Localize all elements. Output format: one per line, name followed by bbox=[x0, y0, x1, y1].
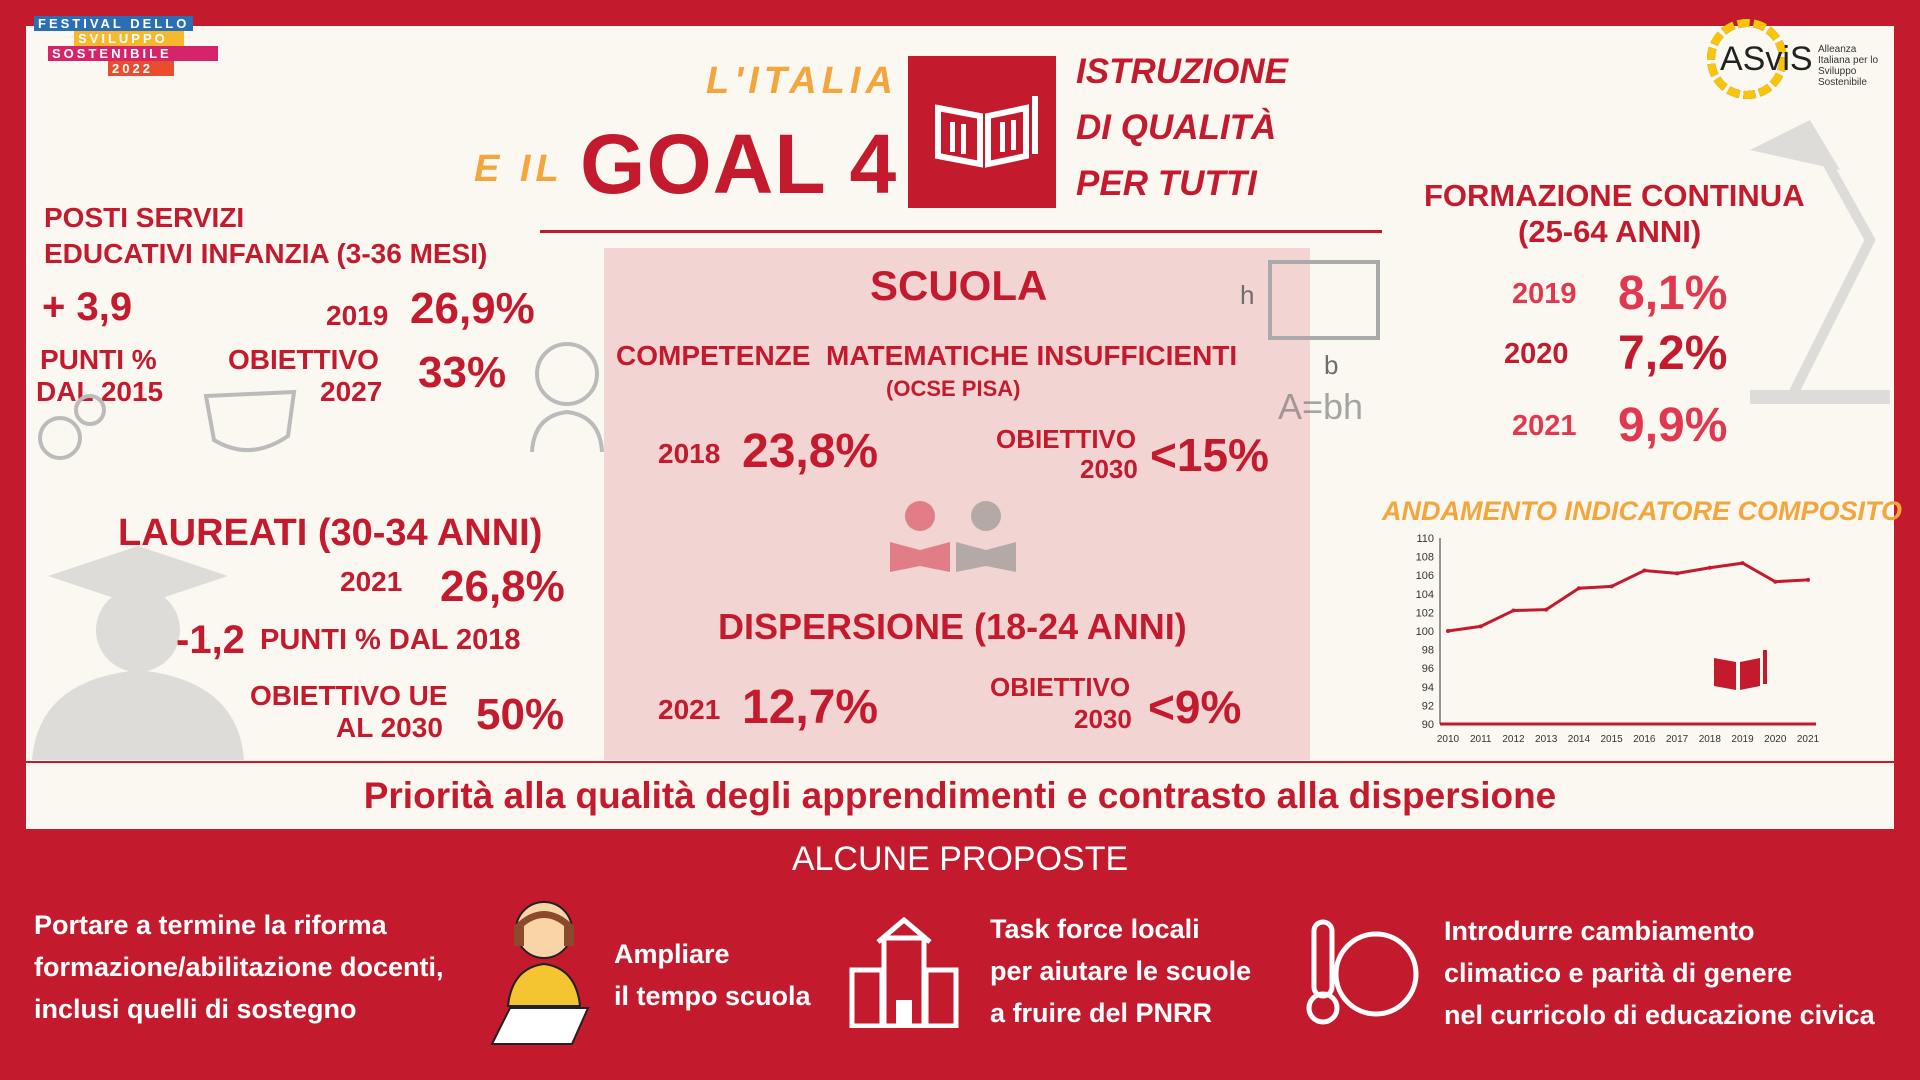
subtitle-2: DI QUALITÀ bbox=[1076, 108, 1277, 147]
header-divider bbox=[540, 230, 1382, 233]
proposal-1-line-3: inclusi quelli di sostegno bbox=[34, 994, 357, 1024]
formazione-value-2019: 8,1% bbox=[1618, 267, 1728, 320]
proposal-2-line-2: il tempo scuola bbox=[614, 981, 811, 1011]
proposal-1-line-2: formazione/abilitazione docenti, bbox=[34, 952, 444, 982]
proposal-3-line-2: per aiutare le scuole bbox=[990, 956, 1252, 986]
y-tick-label: 96 bbox=[1421, 663, 1434, 676]
proposal-3-line-1: Task force locali bbox=[990, 914, 1200, 944]
math-source: (OCSE PISA) bbox=[886, 376, 1021, 401]
priority-banner: Priorità alla qualità degli apprendimenti e contrasto alla dispersione bbox=[26, 763, 1894, 829]
subtitle-3: PER TUTTI bbox=[1076, 164, 1257, 203]
data-point bbox=[1806, 578, 1810, 582]
sdg4-icon bbox=[908, 56, 1056, 208]
laureati-value: 26,8% bbox=[440, 562, 565, 611]
infanzia-delta: + 3,9 bbox=[42, 285, 133, 329]
festival-line2: SVILUPPO bbox=[74, 31, 184, 46]
math-target-label-2: 2030 bbox=[1080, 454, 1138, 484]
festival-year: 2022 bbox=[108, 61, 174, 76]
laureati-title: LAUREATI (30-34 ANNI) bbox=[118, 512, 543, 554]
x-tick-label: 2010 bbox=[1436, 734, 1460, 745]
x-tick-label: 2018 bbox=[1698, 734, 1721, 745]
pacifier-icon bbox=[30, 380, 120, 470]
data-point bbox=[1511, 609, 1515, 613]
formazione-year-2020: 2020 bbox=[1504, 338, 1569, 370]
y-tick-label: 104 bbox=[1415, 588, 1434, 601]
chalkboard-rectangle-icon bbox=[1262, 256, 1386, 346]
board-formula: A=bh bbox=[1278, 386, 1364, 427]
student-writing-icon bbox=[488, 896, 596, 1046]
formazione-title-1: FORMAZIONE CONTINUA bbox=[1424, 178, 1805, 213]
data-point bbox=[1675, 571, 1679, 575]
proposals-title: ALCUNE PROPOSTE bbox=[791, 840, 1129, 878]
disp-value: 12,7% bbox=[742, 681, 879, 734]
proposal-4-line-1: Introdurre cambiamento bbox=[1444, 916, 1755, 946]
math-title: COMPETENZE MATEMATICHE INSUFFICIENTI bbox=[616, 340, 1238, 371]
scuola-title: SCUOLA bbox=[870, 262, 1048, 309]
infanzia-target-value: 33% bbox=[418, 348, 507, 397]
proposal-4-line-3: nel curricolo di educazione civica bbox=[1444, 1000, 1875, 1030]
proposal-2 bbox=[614, 933, 811, 1017]
infanzia-delta-label-2: DAL 2015 bbox=[36, 376, 164, 407]
infanzia-delta-label-1: PUNTI % bbox=[40, 344, 157, 375]
data-point bbox=[1544, 608, 1548, 612]
climate-globe-icon bbox=[1306, 908, 1424, 1038]
infanzia-title-2: EDUCATIVI INFANZIA (3-36 MESI) bbox=[44, 238, 488, 269]
asvis-wordmark: ASviS bbox=[1720, 40, 1813, 78]
data-point bbox=[1610, 584, 1614, 588]
asvis-logo bbox=[1702, 14, 1892, 104]
chart-title: ANDAMENTO INDICATORE COMPOSITO bbox=[1382, 496, 1903, 526]
infanzia-year: 2019 bbox=[326, 300, 389, 331]
laureati-year: 2021 bbox=[340, 566, 403, 597]
laureati-target-label-2: AL 2030 bbox=[336, 712, 443, 743]
x-tick-label: 2019 bbox=[1731, 734, 1754, 745]
subtitle-1: ISTRUZIONE bbox=[1076, 52, 1288, 91]
disp-year: 2021 bbox=[658, 694, 721, 725]
disp-title: DISPERSIONE (18-24 ANNI) bbox=[718, 606, 1187, 647]
formazione-value-2020: 7,2% bbox=[1618, 327, 1728, 380]
infanzia-target-label-1: OBIETTIVO bbox=[228, 344, 379, 375]
proposal-3 bbox=[990, 908, 1251, 1034]
baby-girl-icon bbox=[522, 330, 612, 454]
students-reading-icon bbox=[886, 498, 1020, 574]
y-tick-label: 98 bbox=[1421, 644, 1434, 657]
y-tick-label: 94 bbox=[1421, 681, 1434, 694]
math-value: 23,8% bbox=[742, 425, 879, 478]
x-tick-label: 2014 bbox=[1567, 734, 1591, 745]
formazione-year-2019: 2019 bbox=[1512, 278, 1577, 310]
formazione-value-2021: 9,9% bbox=[1618, 399, 1728, 452]
laureati-target-value: 50% bbox=[476, 690, 565, 739]
x-tick-label: 2011 bbox=[1469, 734, 1492, 745]
proposal-1 bbox=[34, 904, 444, 1030]
data-point bbox=[1446, 629, 1450, 633]
disp-target-value: <9% bbox=[1148, 681, 1242, 733]
y-tick-label: 102 bbox=[1415, 607, 1434, 620]
math-target-value: <15% bbox=[1150, 429, 1269, 481]
formazione-title-2: (25-64 ANNI) bbox=[1518, 214, 1702, 249]
laureati-target-label-1: OBIETTIVO UE bbox=[250, 680, 448, 711]
data-point bbox=[1708, 566, 1712, 570]
header-pre2: E IL bbox=[474, 148, 564, 190]
laureati-delta: -1,2 bbox=[176, 618, 245, 662]
disp-target-label-1: OBIETTIVO bbox=[990, 672, 1131, 702]
diaper-icon bbox=[200, 386, 300, 466]
proposal-3-line-3: a fruire del PNRR bbox=[990, 998, 1213, 1028]
y-tick-label: 106 bbox=[1415, 570, 1434, 583]
festival-line3: SOSTENIBILE bbox=[48, 46, 218, 61]
disp-target-label-2: 2030 bbox=[1074, 704, 1132, 734]
proposal-4 bbox=[1444, 910, 1875, 1036]
board-h: h bbox=[1240, 280, 1255, 310]
school-building-icon bbox=[848, 910, 960, 1028]
infanzia-title-1: POSTI SERVIZI bbox=[44, 202, 245, 233]
x-tick-label: 2012 bbox=[1502, 734, 1525, 745]
board-b: b bbox=[1324, 350, 1339, 380]
laureati-delta-label: PUNTI % DAL 2018 bbox=[260, 624, 521, 656]
proposal-2-line-1: Ampliare bbox=[614, 939, 730, 969]
x-tick-label: 2017 bbox=[1665, 734, 1689, 745]
math-target-label-1: OBIETTIVO bbox=[996, 424, 1137, 454]
data-point bbox=[1773, 580, 1777, 584]
header-pre1: L'ITALIA bbox=[706, 60, 898, 102]
y-tick-label: 92 bbox=[1421, 700, 1434, 713]
y-tick-label: 90 bbox=[1421, 719, 1434, 731]
y-tick-label: 100 bbox=[1415, 626, 1434, 638]
sdg4-mini-icon bbox=[1712, 648, 1768, 694]
festival-line1: FESTIVAL DELLO bbox=[34, 16, 193, 31]
x-tick-label: 2015 bbox=[1600, 734, 1623, 745]
data-point bbox=[1479, 624, 1483, 628]
proposal-4-line-2: climatico e parità di genere bbox=[1444, 958, 1793, 988]
math-year: 2018 bbox=[658, 438, 721, 469]
festival-logo bbox=[34, 16, 254, 76]
data-point bbox=[1741, 561, 1745, 565]
series-line bbox=[1448, 563, 1808, 631]
formazione-year-2021: 2021 bbox=[1512, 410, 1577, 442]
composite-indicator-chart bbox=[1404, 530, 1824, 752]
data-point bbox=[1642, 569, 1646, 573]
x-tick-label: 2016 bbox=[1633, 734, 1656, 745]
x-tick-label: 2013 bbox=[1535, 734, 1558, 745]
asvis-tagline: Alleanza Italiana per lo Sviluppo Sostenibile bbox=[1818, 44, 1879, 88]
y-tick-label: 108 bbox=[1415, 551, 1434, 564]
x-tick-label: 2021 bbox=[1796, 734, 1820, 745]
data-point bbox=[1577, 586, 1581, 590]
goal-title: GOAL 4 bbox=[580, 117, 898, 211]
desk-lamp-icon bbox=[1720, 110, 1892, 410]
proposal-1-line-1: Portare a termine la riforma bbox=[34, 910, 387, 940]
y-tick-label: 110 bbox=[1416, 533, 1434, 545]
x-tick-label: 2020 bbox=[1764, 734, 1787, 745]
infanzia-value: 26,9% bbox=[410, 284, 535, 333]
infanzia-target-label-2: 2027 bbox=[320, 376, 383, 407]
